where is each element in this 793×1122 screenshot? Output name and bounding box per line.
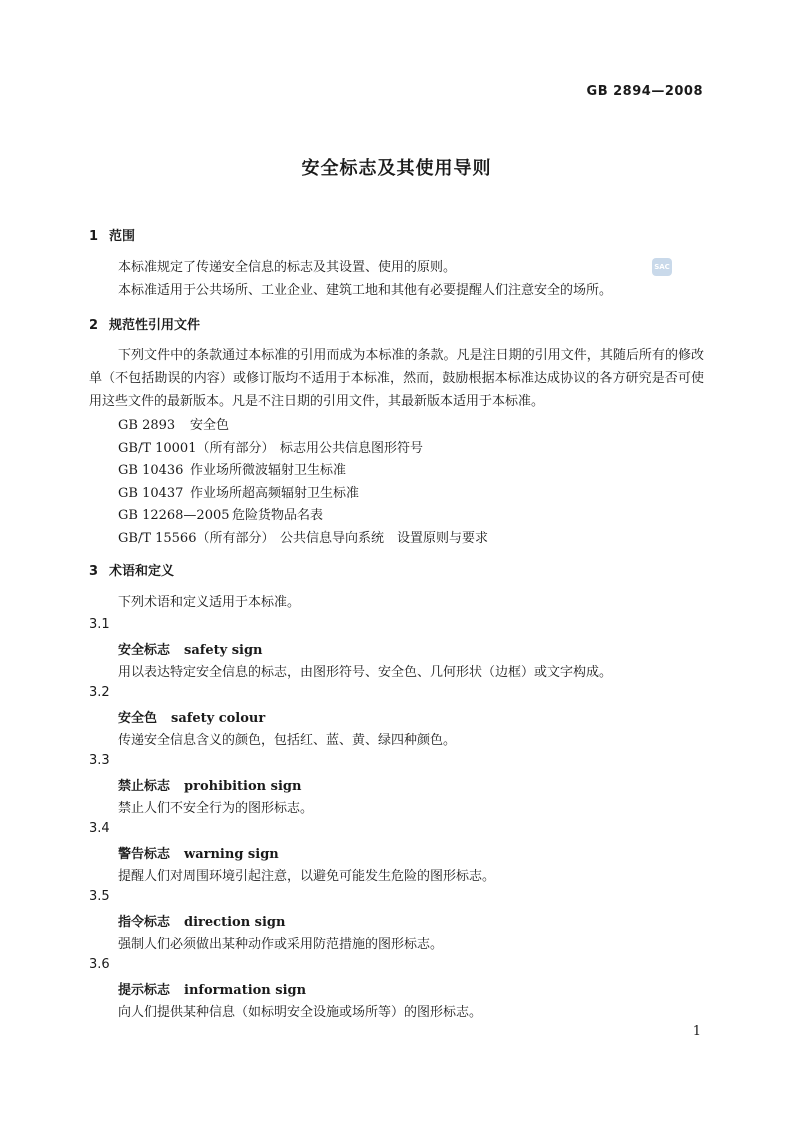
- term-number: 3.2: [89, 685, 110, 700]
- section-title: 规范性引用文件: [109, 318, 201, 333]
- term-english-name: prohibition sign: [184, 779, 302, 794]
- term-english-name: direction sign: [184, 915, 286, 930]
- term-chinese-name: 安全色: [118, 711, 158, 726]
- term-chinese-name: 提示标志: [118, 983, 171, 998]
- reference-code: GB/T 15566（所有部分）: [118, 531, 275, 546]
- term-definition: 用以表达特定安全信息的标志，由图形符号、安全色、几何形状（边框）或文字构成。: [118, 665, 613, 680]
- term-chinese-name: 指令标志: [118, 915, 171, 930]
- reference-title: 作业场所微波辐射卫生标准: [190, 463, 347, 478]
- page-number: 1: [692, 1024, 701, 1039]
- term-heading: [118, 707, 265, 726]
- term-definition: 向人们提供某种信息（如标明安全设施或场所等）的图形标志。: [118, 1005, 483, 1020]
- reference-code: GB 10437: [118, 486, 184, 501]
- terms-intro: 下列术语和定义适用于本标准。: [118, 595, 301, 610]
- term-definition: 强制人们必须做出某种动作或采用防范措施的图形标志。: [118, 937, 444, 952]
- normative-references-intro: 下列文件中的条款通过本标准的引用而成为本标准的条款。凡是注日期的引用文件，其随后所有的修改单（不包括勘误的内容）或修订版均不适用于本标准，然而，鼓励根据本标准达成协议的各方研究是否可使用这些文件的最新版本。凡是不注日期的引用文件，其最新版本适用于本标准。: [89, 348, 704, 409]
- term-number: 3.6: [89, 957, 110, 972]
- document-title: 安全标志及其使用导则: [301, 158, 492, 179]
- term-heading: [118, 979, 306, 998]
- reference-code: GB 10436: [118, 463, 184, 478]
- reference-item: [118, 504, 323, 523]
- reference-item: [118, 437, 423, 456]
- term-chinese-name: 禁止标志: [118, 779, 171, 794]
- section-title: 术语和定义: [109, 564, 175, 579]
- reference-code: GB 2893: [118, 418, 176, 433]
- section-3-heading: [89, 560, 174, 579]
- term-heading: [118, 775, 301, 794]
- section-title: 范围: [109, 229, 136, 244]
- reference-title: 标志用公共信息图形符号: [280, 441, 424, 456]
- reference-item: [118, 414, 229, 433]
- term-number: 3.1: [89, 617, 110, 632]
- term-number: 3.3: [89, 753, 110, 768]
- term-definition: 禁止人们不安全行为的图形标志。: [118, 801, 314, 816]
- term-heading: [118, 639, 263, 658]
- term-english-name: warning sign: [184, 847, 279, 862]
- term-chinese-name: 警告标志: [118, 847, 171, 862]
- term-english-name: safety sign: [184, 643, 263, 658]
- sac-watermark-logo: SAC: [652, 258, 672, 276]
- term-chinese-name: 安全标志: [118, 643, 171, 658]
- scope-paragraph-1: 本标准规定了传递安全信息的标志及其设置、使用的原则。: [118, 260, 457, 275]
- term-heading: [118, 911, 285, 930]
- reference-title: 安全色: [190, 418, 230, 433]
- reference-title: 作业场所超高频辐射卫生标准: [190, 486, 360, 501]
- term-english-name: safety colour: [171, 711, 266, 726]
- section-2-heading: [89, 314, 200, 333]
- reference-item: [118, 527, 488, 546]
- term-definition: 提醒人们对周围环境引起注意，以避免可能发生危险的图形标志。: [118, 869, 496, 884]
- section-number: 1: [89, 229, 99, 244]
- section-1-heading: [89, 225, 135, 244]
- reference-title: 危险货物品名表: [232, 508, 324, 523]
- term-english-name: information sign: [184, 983, 307, 998]
- reference-item: [118, 459, 346, 478]
- reference-item: [118, 482, 359, 501]
- section-number: 3: [89, 564, 99, 579]
- document-code: GB 2894—2008: [586, 84, 703, 99]
- scope-paragraph-2: 本标准适用于公共场所、工业企业、建筑工地和其他有必要提醒人们注意安全的场所。: [118, 283, 613, 298]
- section-number: 2: [89, 318, 99, 333]
- reference-title: 公共信息导向系统 设置原则与要求: [280, 531, 489, 546]
- reference-code: GB 12268—2005: [118, 508, 230, 523]
- term-number: 3.4: [89, 821, 110, 836]
- term-number: 3.5: [89, 889, 110, 904]
- term-definition: 传递安全信息含义的颜色，包括红、蓝、黄、绿四种颜色。: [118, 733, 457, 748]
- term-heading: [118, 843, 279, 862]
- reference-code: GB/T 10001（所有部分）: [118, 441, 275, 456]
